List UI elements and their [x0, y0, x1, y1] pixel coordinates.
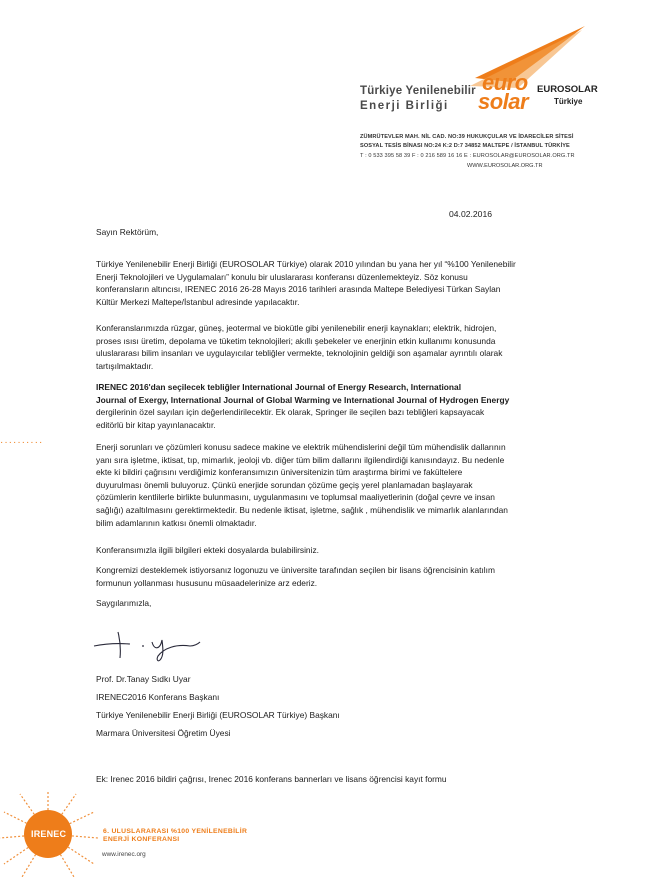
fold-mark: ··········: [0, 437, 44, 448]
eurosolar-logo-euro: euro: [482, 70, 528, 95]
letterhead-website: WWW.EUROSOLAR.ORG.TR: [467, 163, 543, 169]
salutation: Sayın Rektörüm,: [96, 227, 159, 237]
paragraph-1-line: konferansların altıncısı, IRENEC 2016 26-28 Mayıs 2016 tarihleri arasında Maltepe Belediyesi Türkan Saylan: [96, 284, 501, 295]
paragraph-3-line: dergilerinin özel sayıları için değerlendirilecektir. Ek olarak, Springer ile seçilen bazı tebliğleri kapsayacak: [96, 407, 485, 418]
paragraph-4-line: yanı sıra işletme, iktisat, tıp, mimarlık, jeoloji vb. diğer tüm bilim dallarını ilgilendirdiği kanısındayız. Bu nedenle: [96, 454, 505, 465]
paragraph-4-line: duyurulması önemli buluyoruz. Çünkü enerjide sorundan çözüme geçiş yerel planlamadan başlayarak: [96, 479, 473, 490]
paragraph-2-line: proses ısısı üretim, depolama ve tüketim teknolojileri; akıllı şebekeler ve enerjinin etkin kullanımı konusunda: [96, 335, 496, 346]
paragraph-6-line: formunun yollanması hususunu müsaadelerinize arz ederiz.: [96, 577, 318, 588]
paragraph-5: Konferansımızla ilgili bilgileri ekteki dosyalarda bulabilirsiniz.: [96, 545, 319, 555]
paragraph-4-line: bilim adamlarının katkısı önemli olmaktadır.: [96, 517, 257, 528]
paragraph-4-line: Enerji sorunları ve çözümleri konusu sadece makine ve elektrik mühendislerini değil tüm mühendislik dallarının: [96, 442, 506, 452]
footer-title-line-1: 6. ULUSLARARASI %100 YENİLENEBİLİR: [103, 828, 248, 835]
paragraph-3-line: Journal of Exergy, International Journal of Global Warming ve International Journal of Hydrogen Energy: [96, 394, 510, 405]
paragraph-1-line: Türkiye Yenilenebilir Enerji Birliği (EUROSOLAR Türkiye) olarak 2010 yılından bu yana her yıl “%100 Yenilenebilir: [96, 259, 516, 269]
signer-name: Prof. Dr.Tanay Sıdkı Uyar: [96, 674, 191, 684]
footer-website: www.irenec.org: [102, 851, 146, 858]
paragraph-3-line: editörlü bir kitap yayınlanacaktır.: [96, 419, 216, 430]
paragraph-4-line: çözümlerin kentlilerle birlikte bulunmasını, uygulanmasını ve toplumsal maaliyetlerinin (doğal çevre ve insan: [96, 492, 495, 503]
paragraph-1-line: Kültür Merkezi Maltepe/İstanbul adresinde yapılacaktır.: [96, 296, 300, 307]
paragraph-4-line: sağlığı) azaltılmasını gerektirmektedir. Bu nedenle iktisat, işletme, sağlık , mühendislik ve mimarlık alanlarından: [96, 504, 508, 515]
footer-title-line-2: ENERJİ KONFERANSI: [103, 836, 180, 843]
attachments-line: Ek: Irenec 2016 bildiri çağrısı, Irenec 2016 konferans bannerları ve lisans öğrencisi kayıt formu: [96, 774, 447, 784]
paragraph-2-line: tartışılmaktadır.: [96, 360, 154, 371]
paragraph-4: [96, 441, 508, 529]
paragraph-2-line: Konferanslarımızda rüzgar, güneş, jeotermal ve biokütle gibi yenilenebilir enerji kaynakları; elektrik, hidrojen,: [96, 323, 497, 333]
signer-title-1: IRENEC2016 Konferans Başkanı: [96, 692, 220, 702]
paragraph-6: [96, 564, 495, 589]
eurosolar-logo-solar: solar: [478, 89, 529, 114]
signer-title-3: Marmara Üniversitesi Öğretim Üyesi: [96, 728, 231, 738]
paragraph-2: [96, 322, 502, 372]
closing: Saygılarımızla,: [96, 598, 152, 608]
address-line-2: SOSYAL TESİS BİNASI NO:24 K:2 D:7 34852 MALTEPE / İSTANBUL TÜRKİYE: [360, 143, 570, 149]
paragraph-2-line: uluslararası bilim insanları ve uygulayıcılar tebliğler vermekte, teknolojinin geldiği son aşamalar ayrıntılı olarak: [96, 348, 503, 359]
irenec-badge-text: IRENEC: [31, 829, 67, 839]
paragraph-4-line: ekte ki bildiri çağrısını verdiğimiz konferansımızın üniversitenizin tüm araştırma birimi ve fakültelere: [96, 467, 463, 478]
letterhead: [0, 0, 660, 180]
contact-line: T : 0 533 395 58 39 F : 0 216 589 16 16 E : EUROSOLAR@EUROSOLAR.ORG.TR: [360, 153, 575, 159]
paragraph-6-line: Kongremizi desteklemek istiyorsanız logonuzu ve üniversite tarafından seçilen bir lisans öğrencisinin katılım: [96, 565, 495, 575]
letter-date: 04.02.2016: [449, 209, 493, 219]
org-name-line1: Türkiye Yenilenebilir: [360, 85, 476, 97]
signer-title-2: Türkiye Yenilenebilir Enerji Birliği (EUROSOLAR Türkiye) Başkanı: [96, 710, 340, 720]
turkiye-wordmark: Türkiye: [554, 97, 583, 106]
paragraph-1: [96, 258, 516, 308]
paragraph-1-line: Enerji Teknolojileri ve Uygulamaları” konulu bir uluslararası konferansı düzenlemekteyiz. Söz konusu: [96, 271, 468, 282]
paragraph-3: [96, 381, 509, 431]
paragraph-3-line: IRENEC 2016'dan seçilecek tebliğler International Journal of Energy Research, International: [96, 382, 462, 392]
signature: [90, 624, 205, 664]
org-name-line2: Enerji Birliği: [360, 100, 449, 112]
eurosolar-wordmark: EUROSOLAR: [537, 84, 598, 95]
address-line-1: ZÜMRÜTEVLER MAH. NİL CAD. NO:39 HUKUKÇULAR VE İDARECİLER SİTESİ: [360, 134, 574, 140]
